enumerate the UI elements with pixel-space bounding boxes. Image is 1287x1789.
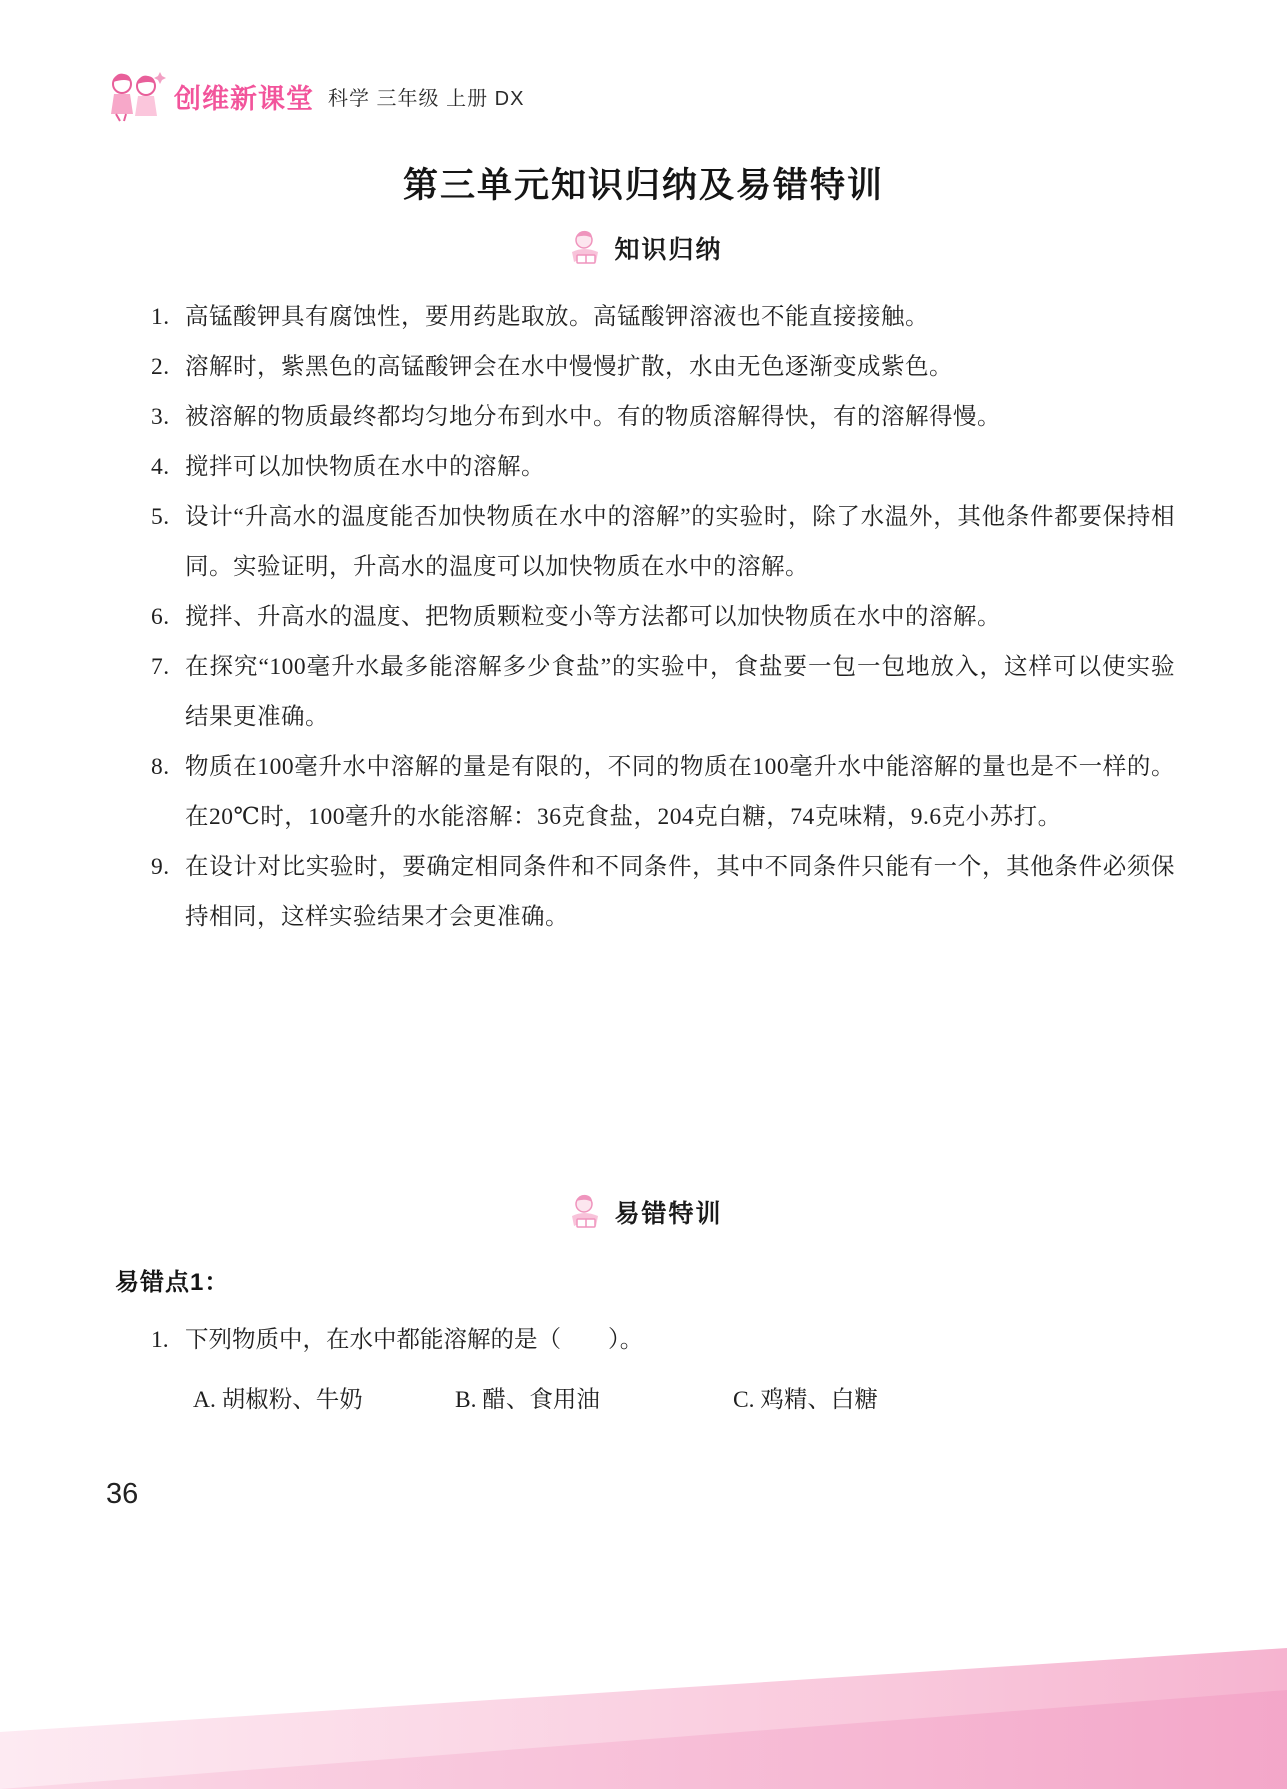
item-number: 2. (151, 354, 170, 380)
knowledge-point-item (115, 442, 1175, 492)
item-number: 8. (151, 754, 170, 780)
knowledge-point-item (115, 342, 1175, 392)
item-text: 设计“升高水的温度能否加快物质在水中的溶解”的实验时，除了水温外，其他条件都要保持相同。实验证明，升高水的温度可以加快物质在水中的溶解。 (185, 504, 1175, 580)
knowledge-point-item (115, 642, 1175, 742)
item-number: 5. (151, 504, 170, 530)
question-block (115, 1316, 1175, 1424)
knowledge-points-list (115, 292, 1175, 942)
item-number: 3. (151, 404, 170, 430)
reading-girl-icon (564, 228, 608, 268)
knowledge-point-item (115, 742, 1175, 842)
knowledge-point-item (115, 492, 1175, 592)
error-point-heading: 易错点1： (115, 1269, 230, 1296)
item-text: 溶解时，紫黑色的高锰酸钾会在水中慢慢扩散，水由无色逐渐变成紫色。 (185, 354, 953, 380)
page-title: 第三单元知识归纳及易错特训 (402, 166, 884, 205)
page-number: 36 (106, 1478, 139, 1510)
item-number: 6. (151, 604, 170, 630)
options-row (115, 1376, 1175, 1424)
pink-band-light (0, 1639, 1287, 1789)
item-text: 搅拌可以加快物质在水中的溶解。 (185, 454, 545, 480)
mascot-girls-icon (104, 68, 166, 124)
question-text: 下列物质中，在水中都能溶解的是（ ）。 (185, 1327, 644, 1353)
item-text: 物质在100毫升水中溶解的量是有限的，不同的物质在100毫升水中能溶解的量也是不一样的。在20℃时，100毫升的水能溶解：36克食盐，204克白糖，74克味精，9.6克小苏打。 (185, 754, 1175, 830)
option-a: A. 胡椒粉、牛奶 (193, 1387, 363, 1413)
option-b: B. 醋、食用油 (455, 1387, 600, 1413)
knowledge-point-item (115, 842, 1175, 942)
question-number: 1. (151, 1327, 169, 1353)
item-text: 在设计对比实验时，要确定相同条件和不同条件，其中不同条件只能有一个，其他条件必须保持相同，这样实验结果才会更准确。 (185, 854, 1175, 930)
knowledge-point-item (115, 392, 1175, 442)
item-text: 搅拌、升高水的温度、把物质颗粒变小等方法都可以加快物质在水中的溶解。 (185, 604, 1001, 630)
page-header (104, 68, 524, 124)
pink-band-dark (0, 1639, 1287, 1789)
option-c: C. 鸡精、白糖 (733, 1387, 878, 1413)
item-number: 9. (151, 854, 170, 880)
item-number: 7. (151, 654, 170, 680)
knowledge-badge-label: 知识归纳 (614, 236, 723, 264)
error-section-badge (0, 1192, 1287, 1232)
item-number: 4. (151, 454, 170, 480)
bottom-decoration (0, 1639, 1287, 1789)
error-badge-label: 易错特训 (614, 1200, 723, 1228)
question-item (115, 1316, 1175, 1364)
knowledge-point-item (115, 292, 1175, 342)
item-text: 被溶解的物质最终都均匀地分布到水中。有的物质溶解得快，有的溶解得慢。 (185, 404, 1001, 430)
reading-girl-icon (564, 1192, 608, 1232)
item-text: 高锰酸钾具有腐蚀性，要用药匙取放。高锰酸钾溶液也不能直接接触。 (185, 304, 929, 330)
item-number: 1. (151, 304, 170, 330)
knowledge-section-badge (0, 228, 1287, 268)
brand-logo-text: 创维新课堂 (174, 83, 314, 114)
item-text: 在探究“100毫升水最多能溶解多少食盐”的实验中，食盐要一包一包地放入，这样可以使实验结果更准确。 (185, 654, 1175, 730)
subject-info: 科学 三年级 上册 DX (328, 87, 525, 110)
knowledge-point-item (115, 592, 1175, 642)
